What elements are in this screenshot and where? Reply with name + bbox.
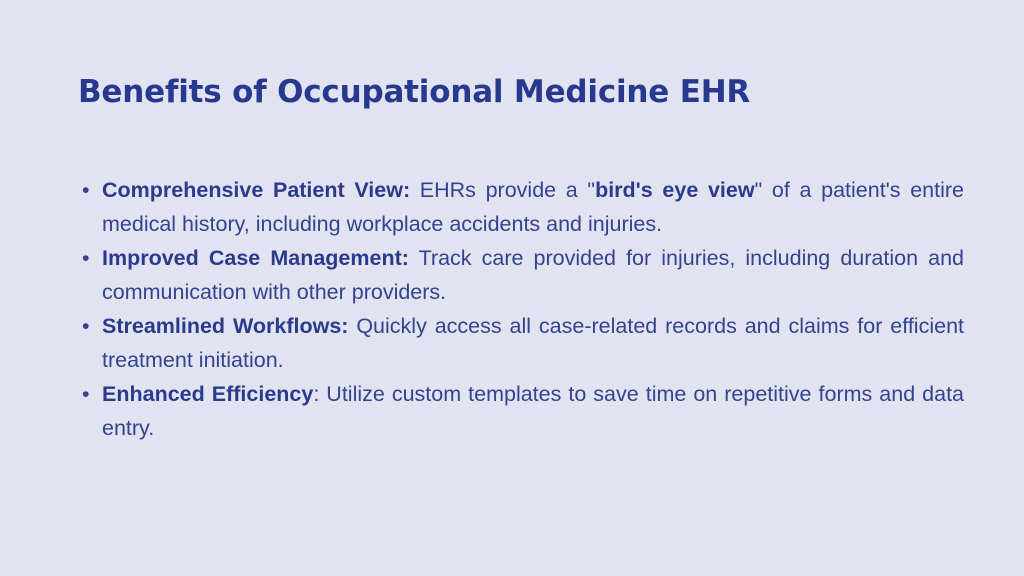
bullet-enhanced-efficiency — [78, 377, 964, 445]
bullet-dot-icon: • — [82, 382, 90, 406]
bullet-text: EHRs provide a " — [410, 178, 596, 202]
bullet-term: Enhanced Efficiency — [102, 382, 314, 406]
bullet-improved-case-management — [78, 241, 964, 309]
bullet-text: : Utilize custom templates to save time on repetitive forms and data entry. — [102, 382, 964, 440]
bullet-comprehensive-patient-view — [78, 173, 964, 241]
bullet-dot-icon: • — [82, 246, 90, 270]
bullet-emphasis: bird's eye view — [595, 178, 755, 202]
bullet-list — [78, 173, 964, 445]
bullet-term: Improved Case Management: — [102, 246, 409, 270]
bullet-text: Quickly access all case-related records and claims for efficient treatment initiation. — [102, 314, 964, 372]
slide-title: Benefits of Occupational Medicine EHR — [78, 74, 751, 110]
bullet-dot-icon: • — [82, 178, 90, 202]
bullet-dot-icon: • — [82, 314, 90, 338]
bullet-term: Streamlined Workflows: — [102, 314, 349, 338]
bullet-text: Track care provided for injuries, including duration and communication with other providers. — [102, 246, 964, 304]
bullet-term: Comprehensive Patient View: — [102, 178, 411, 202]
bullet-streamlined-workflows — [78, 309, 964, 377]
bullet-text: " of a patient's entire medical history, including workplace accidents and injuries. — [102, 178, 964, 236]
